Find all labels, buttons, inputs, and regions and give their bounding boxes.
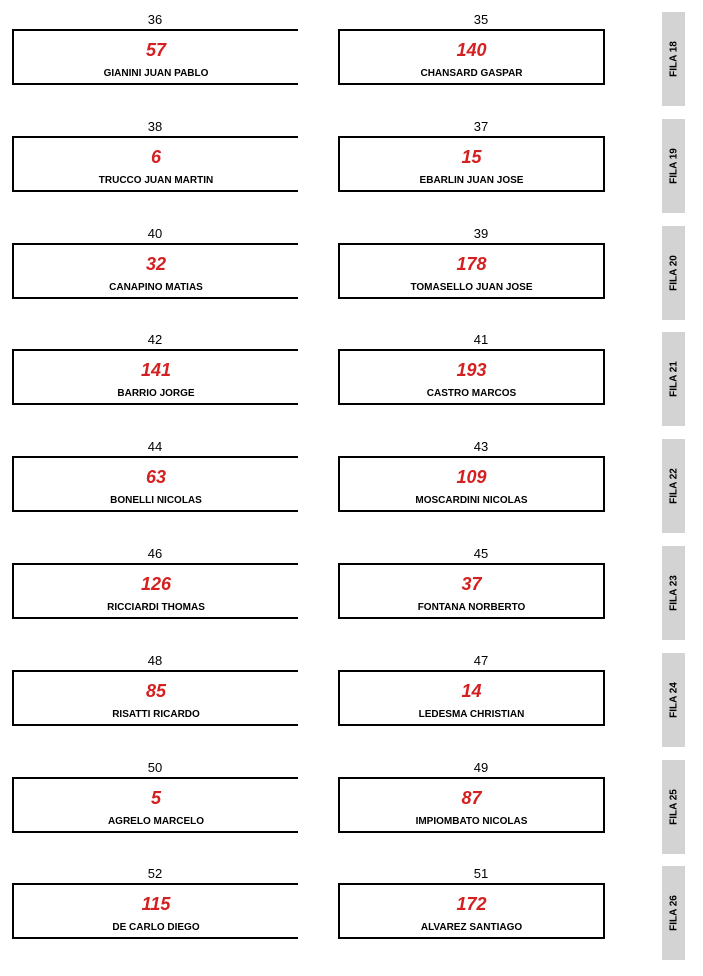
grid-position-number: 38 [147,119,163,134]
car-number: 14 [461,681,482,701]
fila-label: FILA 18 [668,41,679,77]
grid-position-number: 35 [473,12,489,27]
grid-slot-box [338,456,605,512]
driver-name: ALVAREZ SANTIAGO [420,922,523,933]
grid-slot-box [12,349,298,405]
grid-position-number: 48 [147,653,163,668]
grid-slot-box [12,136,298,192]
grid-slot-box [12,777,298,833]
grid-slot-box [338,243,605,299]
driver-name: CANAPINO MATIAS [109,282,203,293]
fila-label: FILA 19 [668,148,679,184]
driver-name: BONELLI NICOLAS [110,495,202,506]
grid-slot-box [338,670,605,726]
grid-slot-box [12,29,298,85]
fila-label: FILA 20 [668,255,679,291]
car-number: 5 [150,788,161,808]
fila-tab [662,439,685,533]
driver-name: BARRIO JORGE [117,388,195,399]
grid-row [0,327,703,433]
grid-slot-box [338,136,605,192]
grid-slot-box [12,670,298,726]
grid-position-number: 40 [147,226,163,241]
grid-position-number: 36 [147,12,163,27]
grid-slot-box [338,349,605,405]
grid-slot-box [338,883,605,939]
driver-name: IMPIOMBATO NICOLAS [415,816,528,827]
grid-row [0,541,703,647]
grid-slot-box [12,563,298,619]
driver-name: LEDESMA CHRISTIAN [418,709,525,720]
car-number: 37 [461,574,482,594]
driver-name: AGRELO MARCELO [107,816,205,827]
driver-name: CASTRO MARCOS [426,388,517,399]
car-number: 32 [145,254,167,274]
grid-slot-box [338,29,605,85]
car-number: 141 [140,360,172,380]
fila-tab [662,760,685,854]
driver-name: DE CARLO DIEGO [112,922,200,933]
grid-position-number: 46 [147,546,163,561]
grid-slot-box [12,243,298,299]
fila-label: FILA 26 [668,895,679,931]
fila-tab [662,12,685,106]
grid-row [0,221,703,327]
grid-row [0,648,703,754]
fila-tab [662,546,685,640]
grid-row [0,861,703,967]
driver-name: RISATTI RICARDO [112,709,200,720]
grid-row [0,755,703,861]
fila-label: FILA 22 [668,468,679,504]
fila-tab [662,653,685,747]
car-number: 15 [461,147,482,167]
driver-name: EBARLIN JUAN JOSE [419,175,524,186]
fila-label: FILA 21 [668,361,679,397]
car-number: 178 [456,254,487,274]
car-number: 87 [461,788,482,808]
grid-slot-box [338,563,605,619]
car-number: 115 [141,894,171,914]
car-number: 109 [456,467,487,487]
car-number: 193 [456,360,487,380]
grid-position-number: 47 [473,653,489,668]
fila-label: FILA 24 [668,682,679,718]
fila-label: FILA 23 [668,575,679,611]
driver-name: TOMASELLO JUAN JOSE [410,282,533,293]
car-number: 140 [456,40,487,60]
grid-position-number: 44 [147,439,163,454]
grid-position-number: 43 [473,439,489,454]
grid-position-number: 52 [147,866,163,881]
grid-row [0,7,703,113]
grid-position-number: 51 [473,866,489,881]
grid-position-number: 41 [473,332,489,347]
car-number: 85 [145,681,167,701]
car-number: 63 [145,467,167,487]
grid-position-number: 49 [473,760,489,775]
driver-name: CHANSARD GASPAR [420,68,523,79]
grid-position-number: 45 [473,546,489,561]
grid-position-number: 39 [473,226,489,241]
driver-name: FONTANA NORBERTO [417,602,526,613]
grid-position-number: 50 [147,760,163,775]
fila-tab [662,119,685,213]
driver-name: GIANINI JUAN PABLO [103,68,209,79]
car-number: 126 [140,574,172,594]
fila-tab [662,332,685,426]
fila-tab [662,866,685,960]
fila-tab [662,226,685,320]
car-number: 57 [145,40,167,60]
car-number: 6 [150,147,161,167]
grid-position-number: 42 [147,332,163,347]
grid-row [0,114,703,220]
car-number: 172 [456,894,487,914]
grid-slot-box [12,456,298,512]
grid-position-number: 37 [473,119,489,134]
driver-name: RICCIARDI THOMAS [107,602,205,613]
fila-label: FILA 25 [668,789,679,825]
grid-row [0,434,703,540]
driver-name: TRUCCO JUAN MARTIN [98,175,214,186]
grid-slot-box [338,777,605,833]
grid-slot-box [12,883,298,939]
driver-name: MOSCARDINI NICOLAS [415,495,528,506]
